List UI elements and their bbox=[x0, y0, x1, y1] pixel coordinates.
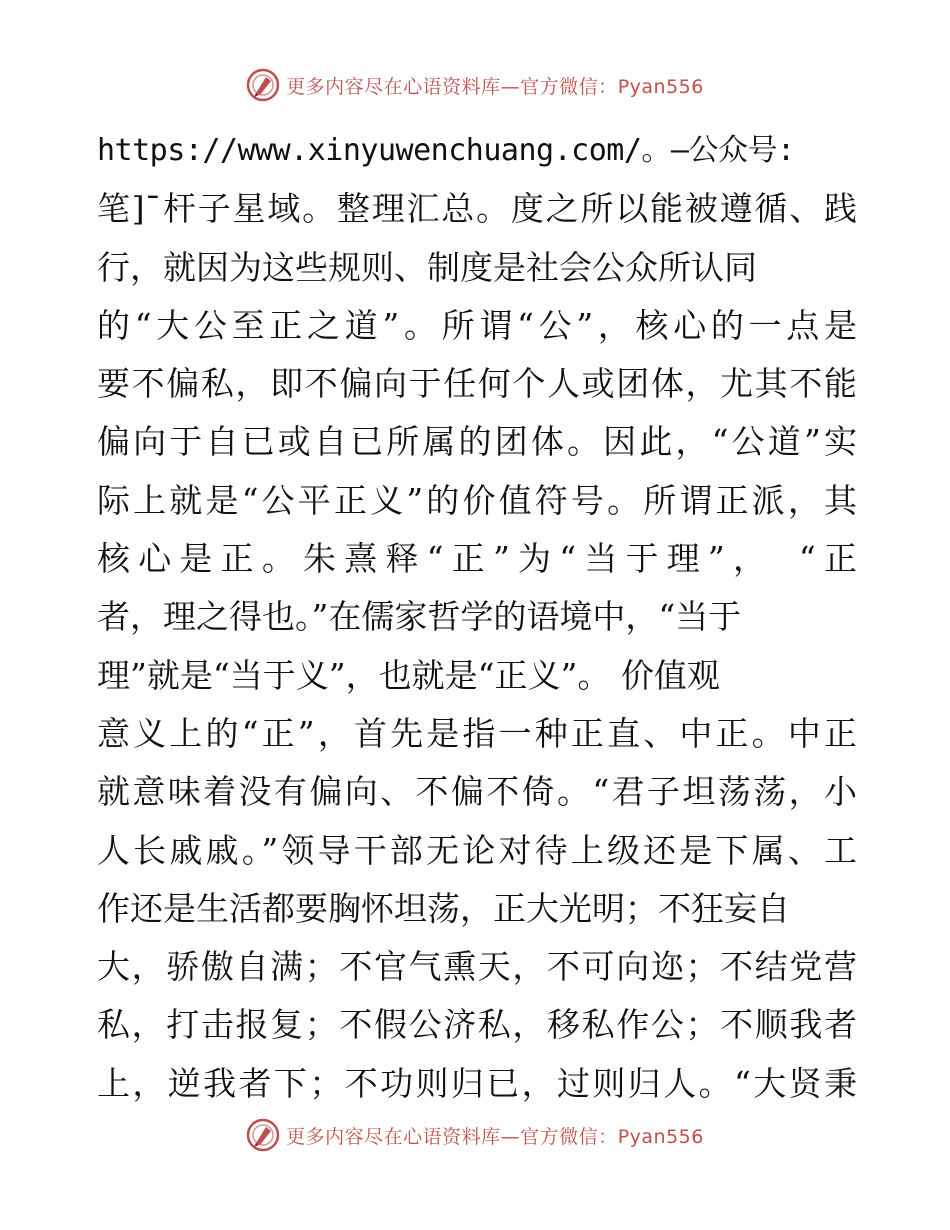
text-line-6: 偏向于自已或自已所属的团体。因此，“公道”实 bbox=[97, 422, 857, 462]
text-line-13: 人长戚戚。”领导干部无论对待上级还是下属、工 bbox=[97, 830, 857, 870]
text-line-14: 作还是生活都要胸怀坦荡，正大光明；不狂妄自 bbox=[97, 888, 790, 928]
footer-banner-text bbox=[286, 1122, 704, 1149]
footer-banner-id: Pyan556 bbox=[617, 1125, 704, 1148]
header-banner-main: 更多内容尽在心语资料库 bbox=[286, 75, 501, 98]
header-banner-text bbox=[286, 72, 704, 99]
text-line-10: 理”就是“当于义”，也就是“正义”。 价值观 bbox=[97, 655, 720, 695]
text-line-5: 要不偏私，即不偏向于任何个人或团体，尤其不能 bbox=[97, 364, 857, 404]
header-banner bbox=[0, 68, 950, 102]
text-line-9: 者，理之得也。”在儒家哲学的语境中，“当于 bbox=[97, 597, 742, 637]
text-line-2: 笔]¯杆子星域。整理汇总。度之所以能被遵循、践 bbox=[97, 189, 857, 229]
text-line-15: 大，骄傲自满；不官气熏天，不可向迩；不结党营 bbox=[97, 947, 857, 987]
pen-nib-logo-icon bbox=[246, 1118, 280, 1152]
footer-banner-dash: — bbox=[500, 1125, 521, 1148]
text-line-17: 上，逆我者下；不功则归已，过则归人。“大贤秉 bbox=[97, 1063, 857, 1103]
text-line-11: 意义上的“正”，首先是指一种正直、中正。中正 bbox=[97, 713, 857, 753]
text-line-1: https://www.xinyuwenchuang.com/。—公众号: bbox=[97, 133, 795, 168]
text-line-4: 的“大公至正之道”。所谓“公”，核心的一点是 bbox=[97, 305, 857, 345]
text-line-16: 私，打击报复；不假公济私，移私作公；不顺我者 bbox=[97, 1005, 857, 1045]
text-line-3: 行，就因为这些规则、制度是社会公众所认同 bbox=[97, 247, 757, 287]
header-banner-sub: 官方微信： bbox=[520, 75, 618, 98]
footer-banner-main: 更多内容尽在心语资料库 bbox=[286, 1125, 501, 1148]
header-banner-dash: — bbox=[500, 75, 521, 98]
text-line-7: 际上就是“公平正义”的价值符号。所谓正派，其 bbox=[97, 480, 857, 520]
pen-nib-logo-icon bbox=[246, 68, 280, 102]
text-line-12: 就意味着没有偏向、不偏不倚。“君子坦荡荡，小 bbox=[97, 772, 857, 812]
header-banner-id: Pyan556 bbox=[617, 75, 704, 98]
footer-banner bbox=[0, 1118, 950, 1152]
footer-banner-sub: 官方微信： bbox=[520, 1125, 618, 1148]
document-body bbox=[97, 122, 857, 1113]
text-line-8: 核心是正。朱熹释“正”为“当于理”， “正 bbox=[97, 539, 857, 579]
